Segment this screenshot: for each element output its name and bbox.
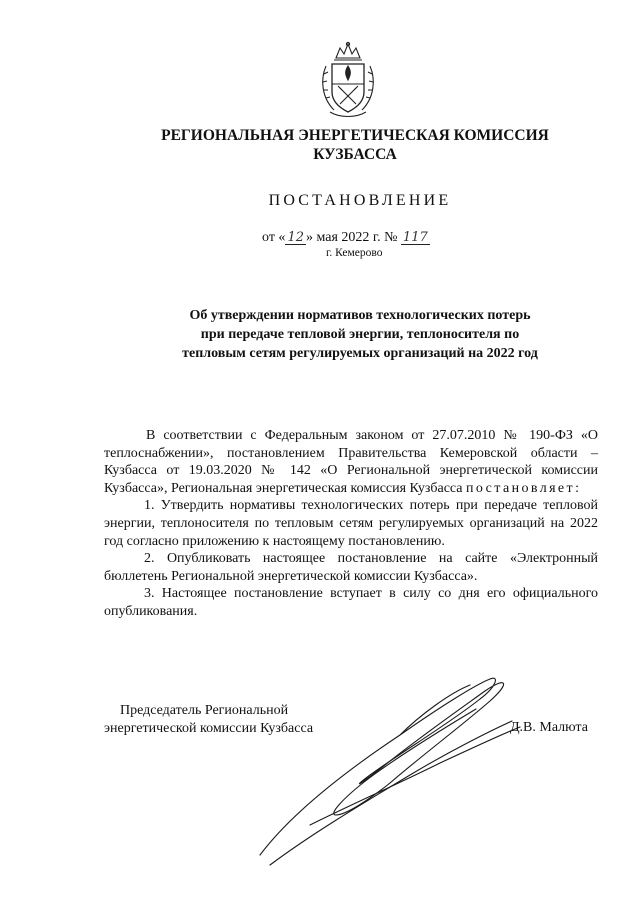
preamble-text: В соответствии с Федеральным законом от 27.07.2010 № 190-ФЗ «О теплоснабжении», постановлением Правительства Кемеровской области – Кузбасса от 19.03.2020 № 142 «О Региональной энергетической комиссии Кузбасса», Региональная энергетическая комиссия Кузбасса (104, 428, 598, 496)
subject-line3: тепловым сетям регулируемых организаций на 2022 год (182, 346, 538, 361)
body-item-3: 3. Настоящее постановление вступает в силу со дня его официального опубликования. (104, 586, 598, 619)
document-city: г. Кемерово (326, 247, 383, 259)
signatory-title-line1: Председатель Региональной (120, 703, 289, 718)
coat-of-arms-icon (316, 40, 380, 120)
organization-name-line1: РЕГИОНАЛЬНАЯ ЭНЕРГЕТИЧЕСКАЯ КОМИССИЯ (161, 127, 549, 144)
body-item-2: 2. Опубликовать настоящее постановление на сайте «Электронный бюллетень Региональной энергетической комиссии Кузбасса». (104, 551, 598, 584)
document-type: ПОСТАНОВЛЕНИЕ (268, 192, 452, 209)
subject-line2: при передаче тепловой энергии, теплоносителя по (200, 327, 520, 342)
subject-line1: Об утверждении нормативов технологических потерь (189, 308, 531, 323)
body-item-1: 1. Утвердить нормативы технологических потерь при передаче тепловой энергии, теплоносителя по тепловым сетям регулируемых организаций на 2022 год согласно приложению к настоящему постановлению. (104, 498, 598, 549)
date-day-handwritten: 12 (287, 230, 304, 245)
body-preamble (104, 427, 598, 497)
date-prefix: от « (262, 230, 286, 245)
document-number-handwritten: 117 (402, 230, 428, 245)
organization-name-line2: КУЗБАССА (313, 146, 397, 163)
document-subject (100, 306, 620, 363)
date-middle: » мая 2022 г. № (305, 230, 398, 245)
handwritten-signature (250, 665, 530, 875)
signatory-name: Д.В. Малюта (510, 720, 588, 735)
resolves-word: постановляет: (466, 480, 582, 496)
signatory-title-line2: энергетической комиссии Кузбасса (104, 721, 314, 736)
document-date-line (262, 230, 430, 246)
organization-name (0, 126, 640, 164)
document-body (104, 427, 598, 621)
